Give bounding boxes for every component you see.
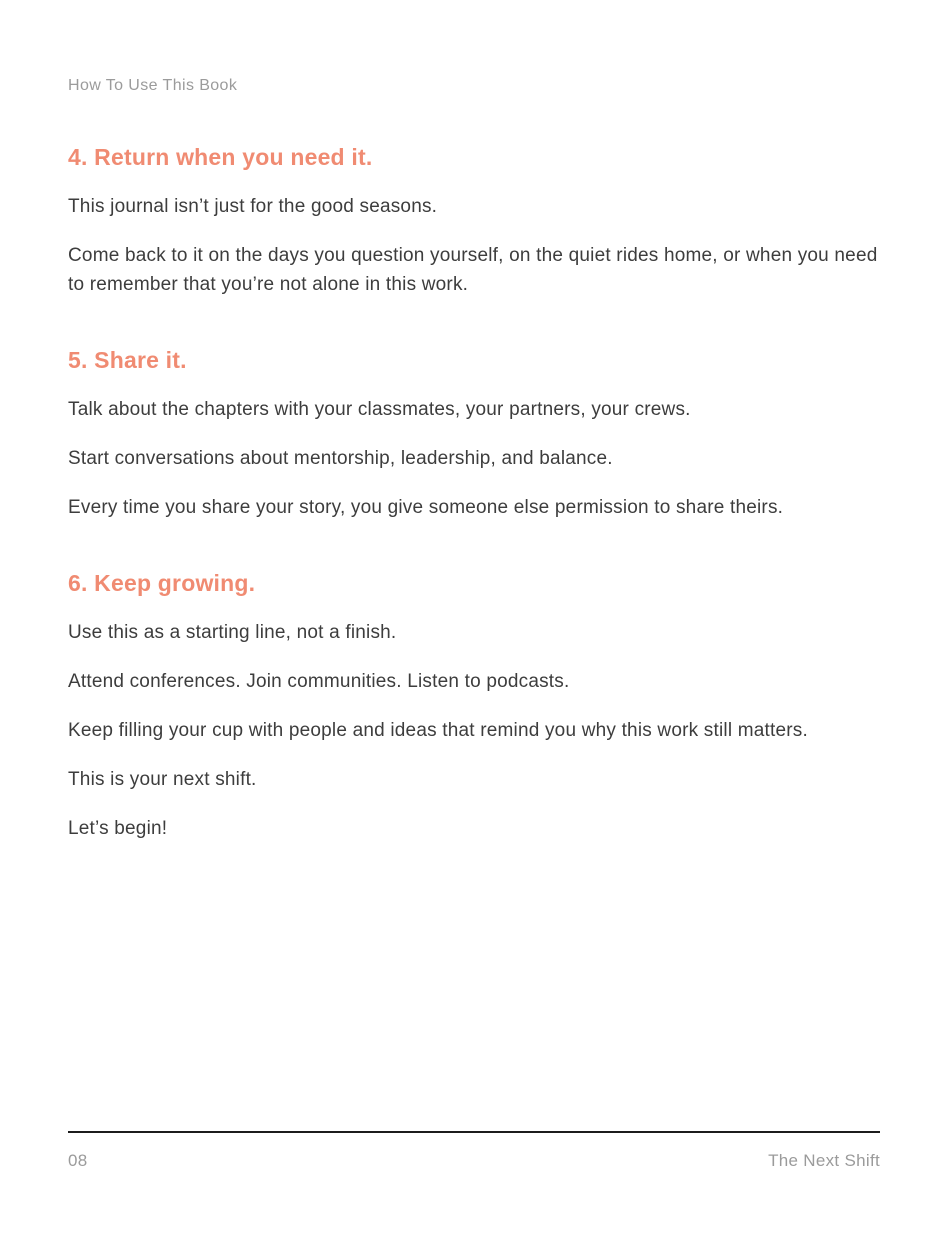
- paragraph: Start conversations about mentorship, leadership, and balance.: [68, 448, 613, 469]
- section-return-when-you-need-it: [68, 142, 880, 299]
- paragraph: Use this as a starting line, not a finish.: [68, 622, 397, 643]
- paragraph: Keep filling your cup with people and ideas that remind you why this work still matters.: [68, 720, 808, 741]
- paragraph: Every time you share your story, you give someone else permission to share theirs.: [68, 497, 784, 518]
- paragraph: Attend conferences. Join communities. Listen to podcasts.: [68, 671, 570, 692]
- paragraph: This is your next shift.: [68, 769, 257, 790]
- book-title: The Next Shift: [768, 1151, 880, 1170]
- paragraph: Let’s begin!: [68, 818, 168, 839]
- page-footer: [68, 1131, 880, 1171]
- section-heading: 4. Return when you need it.: [68, 144, 373, 170]
- section-heading: 6. Keep growing.: [68, 570, 256, 596]
- paragraph: This journal isn’t just for the good seasons.: [68, 196, 438, 217]
- section-heading: 5. Share it.: [68, 347, 187, 373]
- paragraph: Talk about the chapters with your classmates, your partners, your crews.: [68, 399, 691, 420]
- paragraph: Come back to it on the days you question yourself, on the quiet rides home, or when you need to remember that you’re not alone in this work.: [68, 245, 878, 295]
- section-keep-growing: [68, 568, 880, 843]
- section-share-it: [68, 345, 880, 522]
- page-number: 08: [68, 1151, 88, 1170]
- running-header: How To Use This Book: [68, 77, 238, 94]
